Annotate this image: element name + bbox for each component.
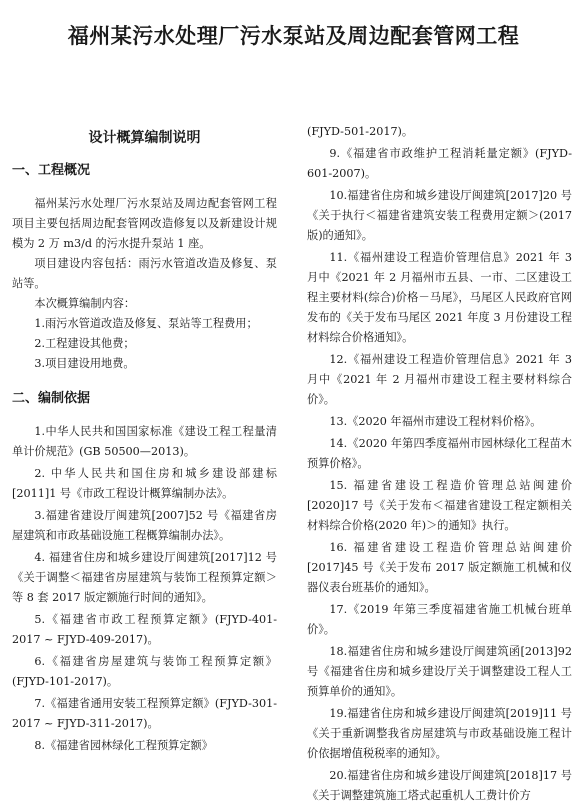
reference-item: 2. 中华人民共和国住房和城乡建设部建标[2011]1 号《市政工程设计概算编制办法》。 [12,467,277,500]
reference-item: 10.福建省住房和城乡建设厅闽建筑[2017]20 号《关于执行＜福建省建筑安装工程费用定额＞(2017 版)的通知》。 [307,189,572,242]
overview-paragraph: 福州某污水处理厂污水泵站及周边配套管网工程项目主要包括周边配套管网改造修复以及新建设计规模为 2 万 m3/d 的污水提升泵站 1 座。 [12,197,277,250]
document-title: 福州某污水处理厂污水泵站及周边配套管网工程 [67,24,520,48]
overview-paragraph: 项目建设内容包括：雨污水管道改造及修复、泵站等。 [12,257,277,290]
reference-item: 5.《福建省市政工程预算定额》(FJYD-401-2017 ~ FJYD-409-2017)。 [12,613,277,646]
reference-item: 13.《2020 年福州市建设工程材料价格》。 [329,415,542,428]
reference-item: 15. 福建省建设工程造价管理总站闽建价[2020]17 号《关于发布＜福建省建设工程定额相关材料综合价格(2020 年)＞的通知》执行。 [307,479,572,532]
reference-item: 18.福建省住房和城乡建设厅闽建筑函[2013]92 号《福建省住房和城乡建设厅关于调整建设工程人工预算单价的通知》。 [307,645,572,698]
reference-item: 19.福建省住房和城乡建设厅闽建筑[2019]11 号《关于重新调整我省房屋建筑与市政基础设施工程计价依据增值税税率的通知》。 [307,707,572,760]
reference-item: (FJYD-501-2017)。 [307,125,414,138]
reference-item: 4. 福建省住房和城乡建设厅闽建筑[2017]12 号《关于调整＜福建省房屋建筑与装饰工程预算定额＞等 8 套 2017 版定额施行时间的通知》。 [12,551,277,604]
reference-item: 1.中华人民共和国国家标准《建设工程工程量清单计价规范》(GB 50500—2013)。 [12,425,277,458]
right-column [307,122,572,808]
reference-item: 8.《福建省园林绿化工程预算定额》 [34,739,213,752]
overview-paragraph: 本次概算编制内容： [34,297,136,310]
section-heading-overview: 一、工程概况 [12,163,91,178]
reference-item: 20.福建省住房和城乡建设厅闽建筑[2018]17 号《关于调整建筑施工塔式起重机人工费计价方 [307,769,572,802]
overview-list-item: 2.工程建设其他费； [34,337,135,350]
reference-item: 6.《福建省房屋建筑与装饰工程预算定额》(FJYD-101-2017)。 [12,655,277,688]
reference-item: 7.《福建省通用安装工程预算定额》(FJYD-301-2017 ~ FJYD-311-2017)。 [12,697,277,730]
section-heading-basis: 二、编制依据 [12,391,91,406]
reference-item: 9.《福建省市政维护工程消耗量定额》(FJYD-601-2007)。 [307,147,572,180]
section-subtitle: 设计概算编制说明 [88,130,201,146]
reference-item: 16. 福建省建设工程造价管理总站闽建价[2017]45 号《关于发布 2017 版定额施工机械和仪器仪表台班基价的通知》。 [307,541,572,594]
left-column [12,122,277,758]
reference-item: 17.《2019 年第三季度福建省施工机械台班单价》。 [307,603,572,636]
reference-item: 12.《福州建设工程造价管理信息》2021 年 3 月中《2021 年 2 月福州市建设工程主要材料综合价》。 [307,353,572,406]
overview-list-item: 3.项目建设用地费。 [34,357,135,370]
overview-list-item: 1.雨污水管道改造及修复、泵站等工程费用； [34,317,258,330]
reference-item: 11.《福州建设工程造价管理信息》2021 年 3 月中《2021 年 2 月福州市五县、一市、二区建设工程主要材料(综合)价格－马尾》，马尾区人民政府官网发布的《关于发布马尾区 2021 年度 3 月份建设工程材料综合价格通知》。 [307,251,572,344]
reference-item: 14.《2020 年第四季度福州市园林绿化工程苗木预算价格》。 [307,437,572,470]
reference-item: 3.福建省建设厅闽建筑[2007]52 号《福建省房屋建筑和市政基础设施工程概算编制办法》。 [12,509,277,542]
